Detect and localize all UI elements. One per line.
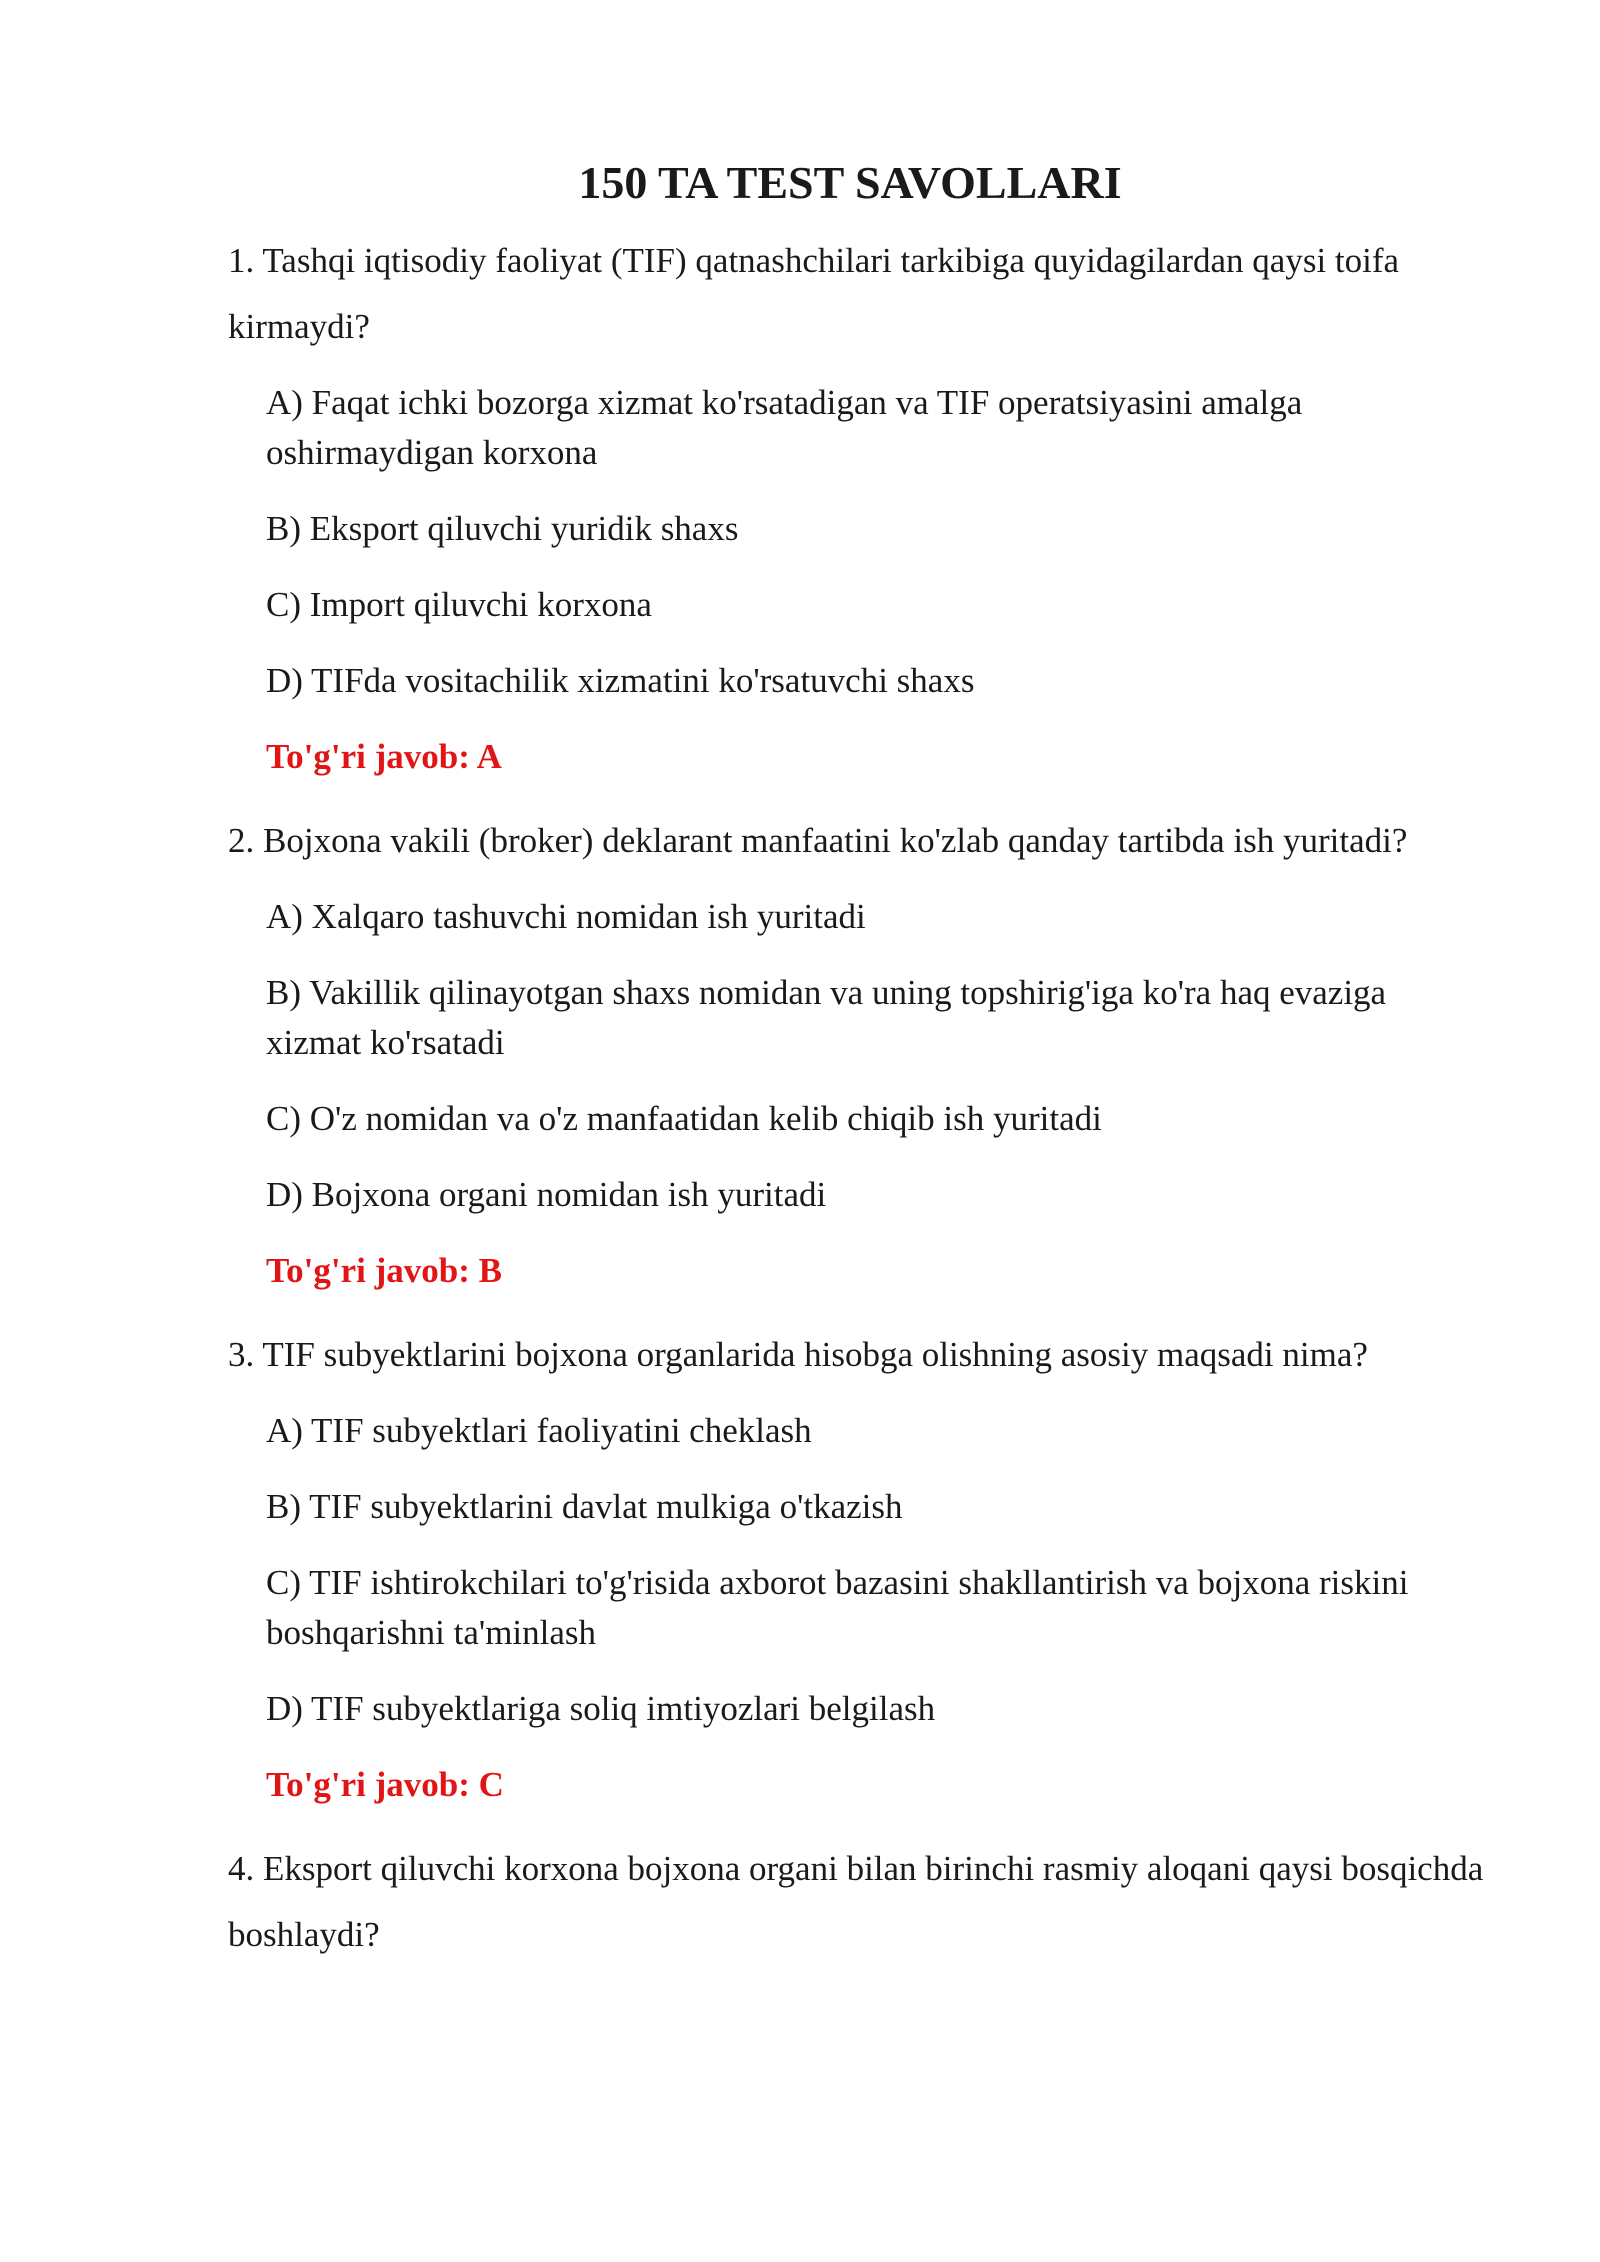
option-list xyxy=(266,1406,1488,1734)
question-3 xyxy=(228,1322,1488,1810)
option-a: A) Xalqaro tashuvchi nomidan ish yuritadi xyxy=(266,897,866,936)
option-d: D) TIFda vositachilik xizmatini ko'rsatuvchi shaxs xyxy=(266,661,975,700)
document-page xyxy=(228,148,1488,1968)
option-c: C) O'z nomidan va o'z manfaatidan kelib chiqib ish yuritadi xyxy=(266,1099,1102,1138)
question-text: 2. Bojxona vakili (broker) deklarant manfaatini ko'zlab qanday tartibda ish yuritadi? xyxy=(228,821,1408,860)
question-1 xyxy=(228,228,1488,782)
question-4 xyxy=(228,1836,1488,1968)
option-a: A) TIF subyektlari faoliyatini cheklash xyxy=(266,1411,812,1450)
page-title: 150 TA TEST SAVOLLARI xyxy=(578,157,1122,208)
option-d: D) Bojxona organi nomidan ish yuritadi xyxy=(266,1175,827,1214)
correct-answer: To'g'ri javob: B xyxy=(266,1251,502,1290)
correct-answer: To'g'ri javob: C xyxy=(266,1765,504,1804)
correct-answer: To'g'ri javob: A xyxy=(266,737,502,776)
option-list xyxy=(266,892,1488,1220)
option-b: B) Vakillik qilinayotgan shaxs nomidan va uning topshirig'iga ko'ra haq evaziga xizmat ko'rsatadi xyxy=(266,973,1387,1062)
option-b: B) TIF subyektlarini davlat mulkiga o'tkazish xyxy=(266,1487,903,1526)
question-text: 4. Eksport qiluvchi korxona bojxona organi bilan birinchi rasmiy aloqani qaysi bosqichda boshlaydi? xyxy=(228,1849,1484,1954)
option-d: D) TIF subyektlariga soliq imtiyozlari belgilash xyxy=(266,1689,936,1728)
question-2 xyxy=(228,808,1488,1296)
option-c: C) TIF ishtirokchilari to'g'risida axborot bazasini shakllantirish va bojxona riskini boshqarishni ta'minlash xyxy=(266,1563,1409,1652)
question-text: 1. Tashqi iqtisodiy faoliyat (TIF) qatnashchilari tarkibiga quyidagilardan qaysi toifa kirmaydi? xyxy=(228,241,1400,346)
option-c: C) Import qiluvchi korxona xyxy=(266,585,652,624)
question-text: 3. TIF subyektlarini bojxona organlarida hisobga olishning asosiy maqsadi nima? xyxy=(228,1335,1368,1374)
option-b: B) Eksport qiluvchi yuridik shaxs xyxy=(266,509,739,548)
option-a: A) Faqat ichki bozorga xizmat ko'rsatadigan va TIF operatsiyasini amalga oshirmaydigan korxona xyxy=(266,383,1303,472)
option-list xyxy=(266,378,1488,706)
